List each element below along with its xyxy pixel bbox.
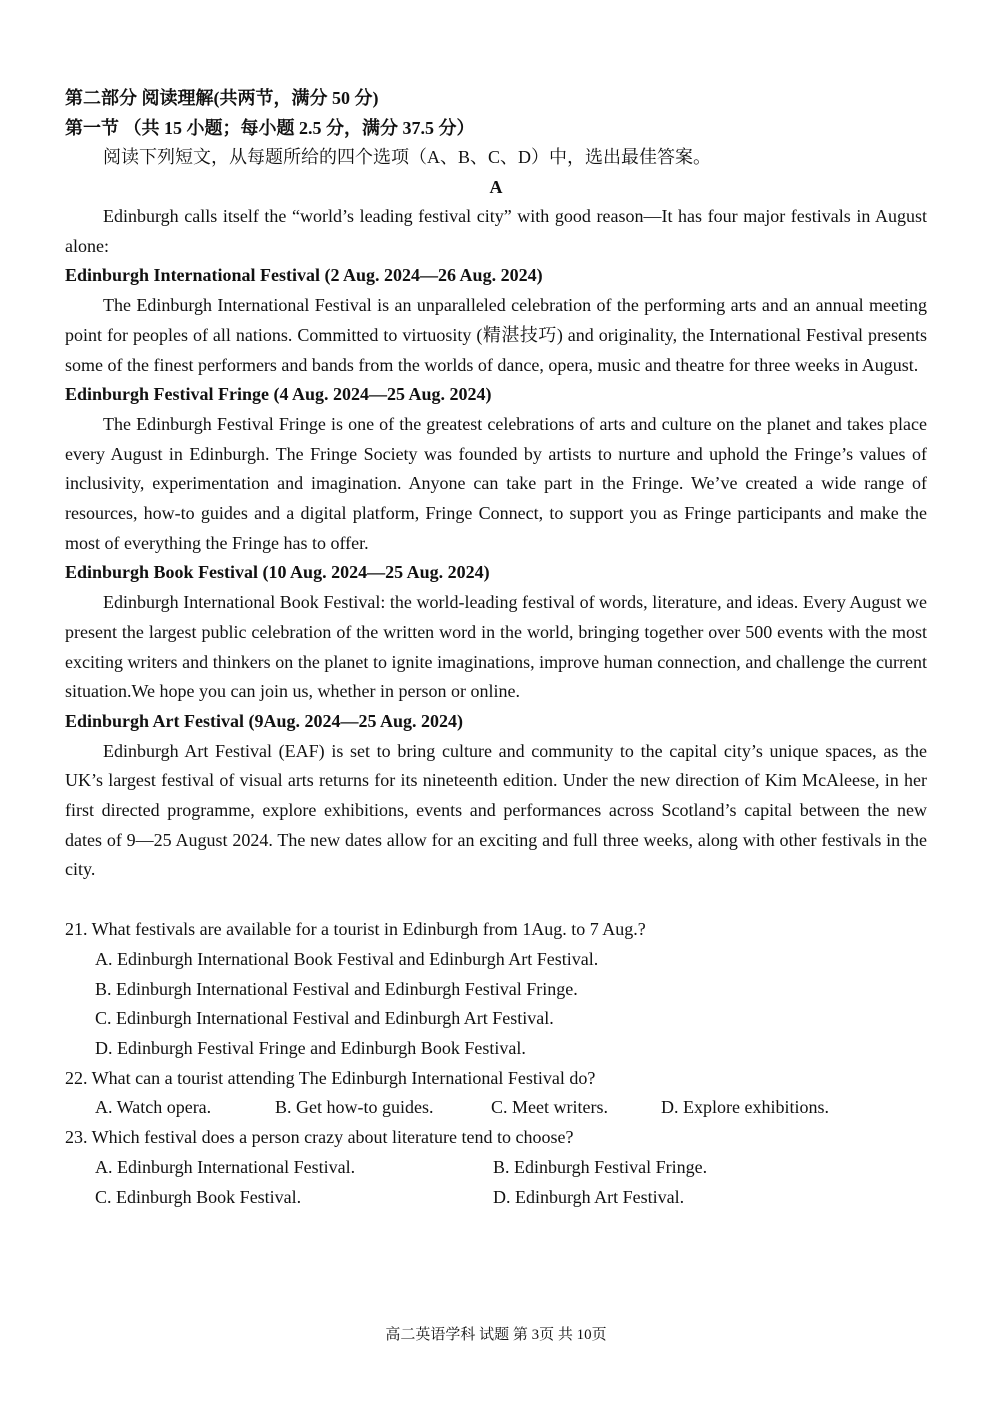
answer-options-row bbox=[65, 1183, 927, 1213]
question-stem: 21. What festivals are available for a tourist in Edinburgh from 1Aug. to 7 Aug.? bbox=[65, 919, 646, 940]
answer-option: D. Explore exhibitions. bbox=[661, 1097, 829, 1118]
answer-options-row bbox=[65, 1093, 927, 1123]
festival-body: The Edinburgh Festival Fringe is one of the greatest celebrations of arts and culture on the planet and takes place every August in Edinburgh. The Fringe Society was founded by artists to nurture and uphold the Fringe’s values of inclusivity, experimentation and imagination. Anyone can take part in the Fringe. We’ve created a wide range of resources, how-to guides and a digital platform, Fringe Connect, to support you as Fringe participants and make the most of everything the Fringe has to offer. bbox=[65, 413, 927, 553]
answer-option: D. Edinburgh Festival Fringe and Edinburgh Book Festival. bbox=[95, 1037, 526, 1058]
answer-option: C. Meet writers. bbox=[491, 1097, 608, 1118]
answer-option: A. Edinburgh International Festival. bbox=[95, 1156, 356, 1177]
spacer bbox=[65, 885, 927, 915]
answer-option: B. Edinburgh International Festival and Edinburgh Festival Fringe. bbox=[95, 978, 578, 999]
festival-body: Edinburgh Art Festival (EAF) is set to bring culture and community to the capital city’s unique spaces, as the UK’s largest festival of visual arts returns for its nineteenth edition. Under the new direction of Kim McAleese, in her first directed programme, explore exhibitions, events and performances across Scotland’s capital between the new dates of 9—25 August 2024. The new dates allow for an exciting and full three weeks, along with other festivals in the city. bbox=[65, 740, 927, 880]
part-title: 第二部分 阅读理解(共两节，满分 50 分) bbox=[65, 88, 379, 108]
passage-label: A bbox=[489, 176, 503, 197]
festival-body: The Edinburgh International Festival is an unparalleled celebration of the performing arts and an annual meeting point for peoples of all nations. Committed to virtuosity (精湛技巧) and originality, the International Festival presents some of the finest performers and bands from the worlds of dance, opera, music and theatre for three weeks in August. bbox=[65, 295, 927, 375]
festival-title: Edinburgh Book Festival (10 Aug. 2024—25 Aug. 2024) bbox=[65, 562, 490, 583]
answer-option: C. Edinburgh Book Festival. bbox=[95, 1186, 302, 1207]
exam-page bbox=[65, 84, 927, 1212]
answer-options-row bbox=[65, 1153, 927, 1183]
answer-option: B. Get how-to guides. bbox=[275, 1097, 434, 1118]
instructions: 阅读下列短文，从每题所给的四个选项（A、B、C、D）中，选出最佳答案。 bbox=[103, 147, 712, 167]
festival-title: Edinburgh Art Festival (9Aug. 2024—25 Aug. 2024) bbox=[65, 710, 464, 731]
question-stem: 22. What can a tourist attending The Edinburgh International Festival do? bbox=[65, 1067, 596, 1088]
section-subtitle: 第一节 （共 15 小题；每小题 2.5 分，满分 37.5 分） bbox=[65, 117, 475, 138]
answer-option: A. Edinburgh International Book Festival and Edinburgh Art Festival. bbox=[95, 948, 599, 969]
answer-option: D. Edinburgh Art Festival. bbox=[493, 1186, 685, 1207]
festival-body: Edinburgh International Book Festival: the world-leading festival of words, literature, and ideas. Every August we present the largest public celebration of the written word in the world, bringing together over 500 events with the most exciting writers and thinkers on the planet to ignite imaginations, improve human connection, and challenge the current situation.We hope you can join us, whether in person or online. bbox=[65, 592, 927, 702]
answer-option: C. Edinburgh International Festival and Edinburgh Art Festival. bbox=[95, 1008, 554, 1029]
question-stem: 23. Which festival does a person crazy about literature tend to choose? bbox=[65, 1127, 574, 1148]
passage-intro: Edinburgh calls itself the “world’s leading festival city” with good reason—It has four major festivals in August alone: bbox=[65, 206, 927, 256]
page-footer: 高二英语学科 试题 第 3页 共 10页 bbox=[385, 1327, 607, 1343]
festival-title: Edinburgh International Festival (2 Aug. 2024—26 Aug. 2024) bbox=[65, 265, 543, 286]
festival-title: Edinburgh Festival Fringe (4 Aug. 2024—25 Aug. 2024) bbox=[65, 384, 492, 405]
answer-option: A. Watch opera. bbox=[95, 1097, 212, 1118]
answer-option: B. Edinburgh Festival Fringe. bbox=[493, 1156, 708, 1177]
